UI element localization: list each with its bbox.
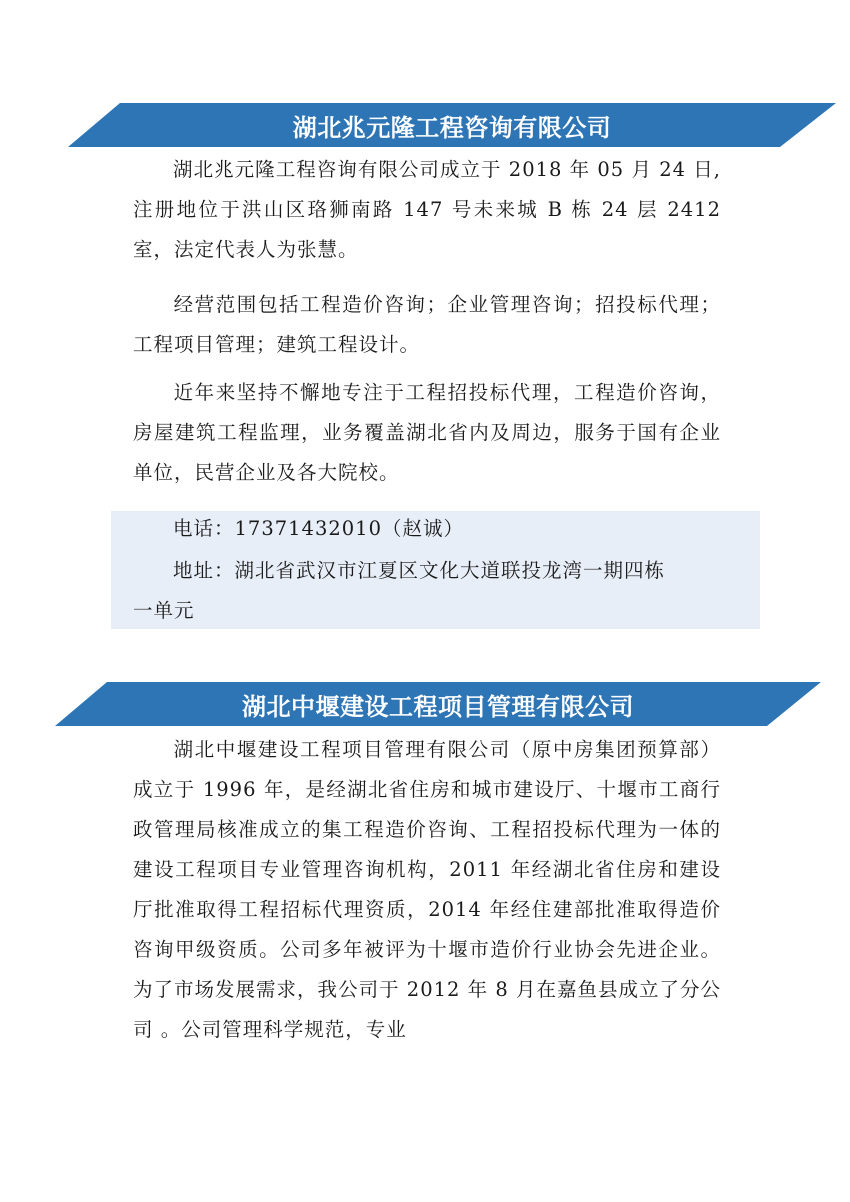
address-line-cont: 一单元	[133, 599, 195, 622]
section1-banner	[68, 103, 836, 147]
section1-paragraph-3: 近年来坚持不懈地专注于工程招投标代理，工程造价咨询，房屋建筑工程监理，业务覆盖湖北省内及周边，服务于国有企业单位，民营企业及各大院校。	[133, 381, 721, 484]
section1-title: 湖北兆元隆工程咨询有限公司	[292, 113, 612, 142]
section2-banner	[55, 682, 821, 726]
section1-paragraph-2: 经营范围包括工程造价咨询；企业管理咨询；招投标代理；工程项目管理；建筑工程设计。	[133, 293, 721, 356]
section2-title: 湖北中堰建设工程项目管理有限公司	[242, 692, 634, 721]
contact-box	[111, 511, 760, 629]
address-line: 地址：湖北省武汉市江夏区文化大道联投龙湾一期四栋	[173, 559, 666, 582]
phone-line: 电话：17371432010（赵诚）	[173, 517, 464, 540]
section1-paragraph-1: 湖北兆元隆工程咨询有限公司成立于 2018 年 05 月 24 日,注册地位于洪山区珞狮南路 147 号未来城 B 栋 24 层 2412 室，法定代表人为张慧。	[133, 158, 721, 261]
section2-paragraph-1: 湖北中堰建设工程项目管理有限公司（原中房集团预算部）成立于 1996 年，是经湖北省住房和城市建设厅、十堰市工商行政管理局核准成立的集工程造价咨询、工程招投标代理为一体的建设工程项目专业管理咨询机构，2011 年经湖北省住房和建设厅批准取得工程招标代理资质，2014 年经住建部批准取得造价咨询甲级资质。公司多年被评为十堰市造价行业协会先进企业。为了市场发展需求，我公司于 2012 年 8 月在嘉鱼县成立了分公司 。公司管理科学规范，专业	[133, 738, 721, 1041]
